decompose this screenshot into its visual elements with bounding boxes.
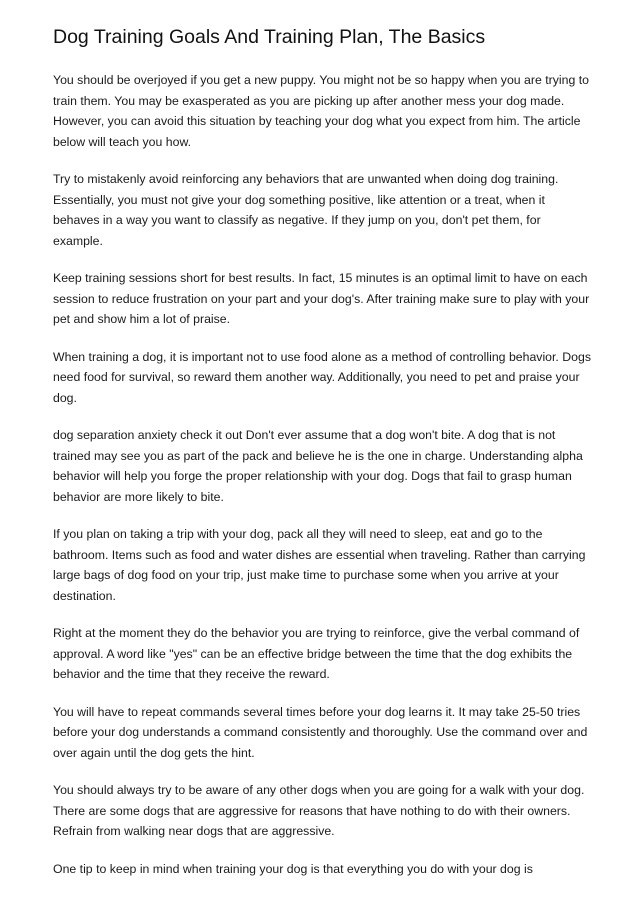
paragraph-8: You will have to repeat commands several times before your dog learns it. It may take 25-50 tries before your dog understands a command consistently and thoroughly. Use the command over and over again until the dog gets the hint. — [53, 704, 588, 760]
paragraph-9: You should always try to be aware of any other dogs when you are going for a walk with your dog. There are some dogs that are aggressive for reasons that have nothing to do with their owners. Refrain from walking near dogs that are aggressive. — [53, 783, 585, 838]
document-title: Dog Training Goals And Training Plan, The Basics — [53, 26, 486, 48]
paragraph-2: Try to mistakenly avoid reinforcing any behaviors that are unwanted when doing dog training. Essentially, you must not give your dog something positive, like attention or a treat, when it behaves in a way you want to classify as negative. If they jump on you, don't pet them, for example. — [53, 172, 559, 248]
document-page — [53, 24, 593, 896]
paragraph-4: When training a dog, it is important not to use food alone as a method of controlling behavior. Dogs need food for survival, so reward them another way. Additionally, you need to pet and praise your dog. — [53, 349, 591, 405]
paragraph-6: If you plan on taking a trip with your dog, pack all they will need to sleep, eat and go to the bathroom. Items such as food and water dishes are essential when traveling. Rather than carrying large bags of dog food on your trip, just make time to purchase some when you arrive at your destination. — [53, 527, 586, 603]
paragraph-5: dog separation anxiety check it out Don't ever assume that a dog won't bite. A dog that is not trained may see you as part of the pack and believe he is the one in charge. Understanding alpha behavior will help you forge the proper relationship with your dog. Dogs that fail to grasp human behavior are more likely to bite. — [53, 428, 583, 504]
paragraph-10: One tip to keep in mind when training your dog is that everything you do with your dog is — [53, 861, 533, 876]
paragraph-1: You should be overjoyed if you get a new puppy. You might not be so happy when you are trying to train them. You may be exasperated as you are picking up after another mess your dog made. However, you can avoid this situation by teaching your dog what you expect from him. The article below will teach you how. — [53, 73, 589, 149]
paragraph-3: Keep training sessions short for best results. In fact, 15 minutes is an optimal limit to have on each session to reduce frustration on your part and your dog's. After training make sure to play with your pet and show him a lot of praise. — [53, 271, 590, 326]
paragraph-7: Right at the moment they do the behavior you are trying to reinforce, give the verbal command of approval. A word like "yes" can be an effective bridge between the time that the dog exhibits the behavior and the time that they receive the reward. — [53, 626, 580, 681]
